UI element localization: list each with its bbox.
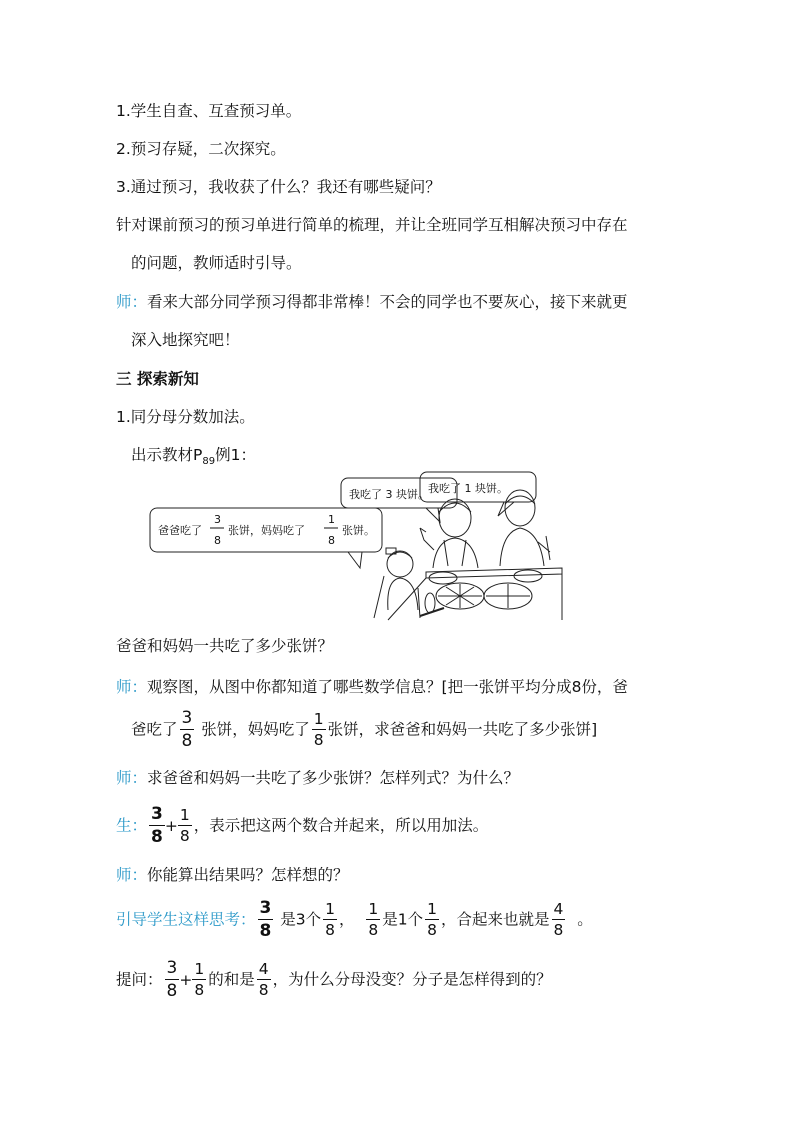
guide-t4: ，合起来也就是	[441, 910, 550, 929]
fraction-3-8: $\frac{3}{8}$	[181, 708, 193, 751]
speaker-teacher: 师：	[116, 678, 148, 696]
line-10-sub: 89	[202, 456, 216, 468]
speaker-student: 生：	[116, 816, 148, 835]
fraction-1-8: $\frac{1}{8}$	[194, 959, 205, 999]
bubble-mom-text: 我吃了 1 块饼。	[428, 482, 508, 495]
speaker-teacher: 师：	[116, 293, 148, 311]
fraction-4-8: $\frac{4}{8}$	[258, 959, 269, 999]
bubble-left-num-1: 1	[328, 513, 335, 526]
ask-line	[116, 960, 552, 1000]
bubble-left-text-1: 爸爸吃了	[158, 524, 202, 537]
fraction-3-8: $\frac{3}{8}$	[259, 898, 272, 941]
bubble-left-den-8b: 8	[328, 534, 335, 547]
tq1b-c: 张饼，求爸爸和妈妈一共吃了多少张饼]	[327, 720, 598, 739]
guide-line	[116, 900, 593, 940]
teacher-question-2-text: 求爸爸和妈妈一共吃了多少张饼？怎样列式？为什么？	[147, 769, 520, 787]
guide-t2: ，	[339, 910, 355, 929]
guide-t5: 。	[577, 910, 593, 929]
speaker-teacher: 师：	[116, 866, 148, 884]
bubble-left-text-3: 张饼。	[342, 524, 375, 537]
line-1: 1.学生自查、互查预习单。	[116, 102, 302, 120]
fraction-1-8: $\frac{1}{8}$	[368, 899, 379, 939]
teacher-question-1b	[131, 710, 597, 750]
line-6	[116, 290, 628, 312]
line-7: 深入地探究吧！	[131, 331, 240, 349]
teacher-question-3-text: 你能算出结果吗？怎样想的？	[147, 866, 349, 884]
line-9: 1.同分母分数加法。	[116, 408, 255, 426]
ask-t1: 的和是	[208, 970, 255, 989]
plus-sign: +	[164, 817, 178, 835]
fraction-1-8: $\frac{1}{8}$	[179, 805, 190, 845]
line-10	[131, 443, 256, 467]
line-5: 的问题，教师适时引导。	[131, 254, 302, 272]
fraction-3-8: $\frac{3}{8}$	[151, 804, 163, 847]
line-10-post: 例1：	[215, 446, 256, 464]
bubble-left-text-2: 张饼，妈妈吃了	[228, 524, 305, 537]
question-line: 爸爸和妈妈一共吃了多少张饼？	[116, 637, 334, 655]
ask-t2: ，为什么分母没变？分子是怎样得到的？	[272, 970, 552, 989]
fraction-3-8: $\frac{3}{8}$	[166, 958, 178, 1001]
teacher-question-2	[116, 766, 519, 788]
fraction-4-8: $\frac{4}{8}$	[553, 899, 564, 939]
guide-label: 引导学生这样思考：	[116, 910, 256, 929]
fraction-1-8: $\frac{1}{8}$	[325, 899, 336, 939]
bubble-dad-text: 我吃了 3 块饼。	[349, 488, 429, 501]
line-2: 2.预习存疑，二次探究。	[116, 140, 286, 158]
speaker-teacher: 师：	[116, 769, 148, 787]
line-4: 针对课前预习的预习单进行简单的梳理，并让全班同学互相解决预习中存在	[116, 216, 628, 234]
fraction-1-8: $\frac{1}{8}$	[313, 709, 324, 749]
mom-head	[505, 490, 535, 526]
dad-head	[439, 499, 471, 537]
student-answer-text: ，表示把这两个数合并起来，所以用加法。	[193, 816, 489, 835]
teacher-question-3	[116, 863, 349, 885]
line-3: 3.通过预习，我收获了什么？我还有哪些疑问？	[116, 178, 441, 196]
bubble-left-den-8a: 8	[214, 534, 221, 547]
guide-t1: 是3个	[275, 910, 322, 929]
teacher-question-1	[116, 675, 628, 697]
fraction-1-8: $\frac{1}{8}$	[427, 899, 438, 939]
example-illustration	[148, 470, 564, 626]
line-10-pre: 出示教材P	[131, 446, 203, 464]
guide-t3: 是1个	[382, 910, 424, 929]
teacher-question-1-text: 观察图，从图中你都知道了哪些数学信息？[把一张饼平均分成8份，爸	[147, 678, 628, 696]
line-6-text: 看来大部分同学预习得都非常棒！不会的同学也不要灰心，接下来就更	[147, 293, 628, 311]
section-heading: 三 探索新知	[116, 370, 199, 388]
tq1b-a: 爸吃了	[131, 720, 178, 739]
plus-sign: +	[179, 971, 193, 989]
student-answer	[116, 806, 488, 846]
bubble-left-num-3: 3	[214, 513, 221, 526]
tq1b-b: 张饼，妈妈吃了	[196, 720, 310, 739]
ask-label: 提问：	[116, 970, 163, 989]
